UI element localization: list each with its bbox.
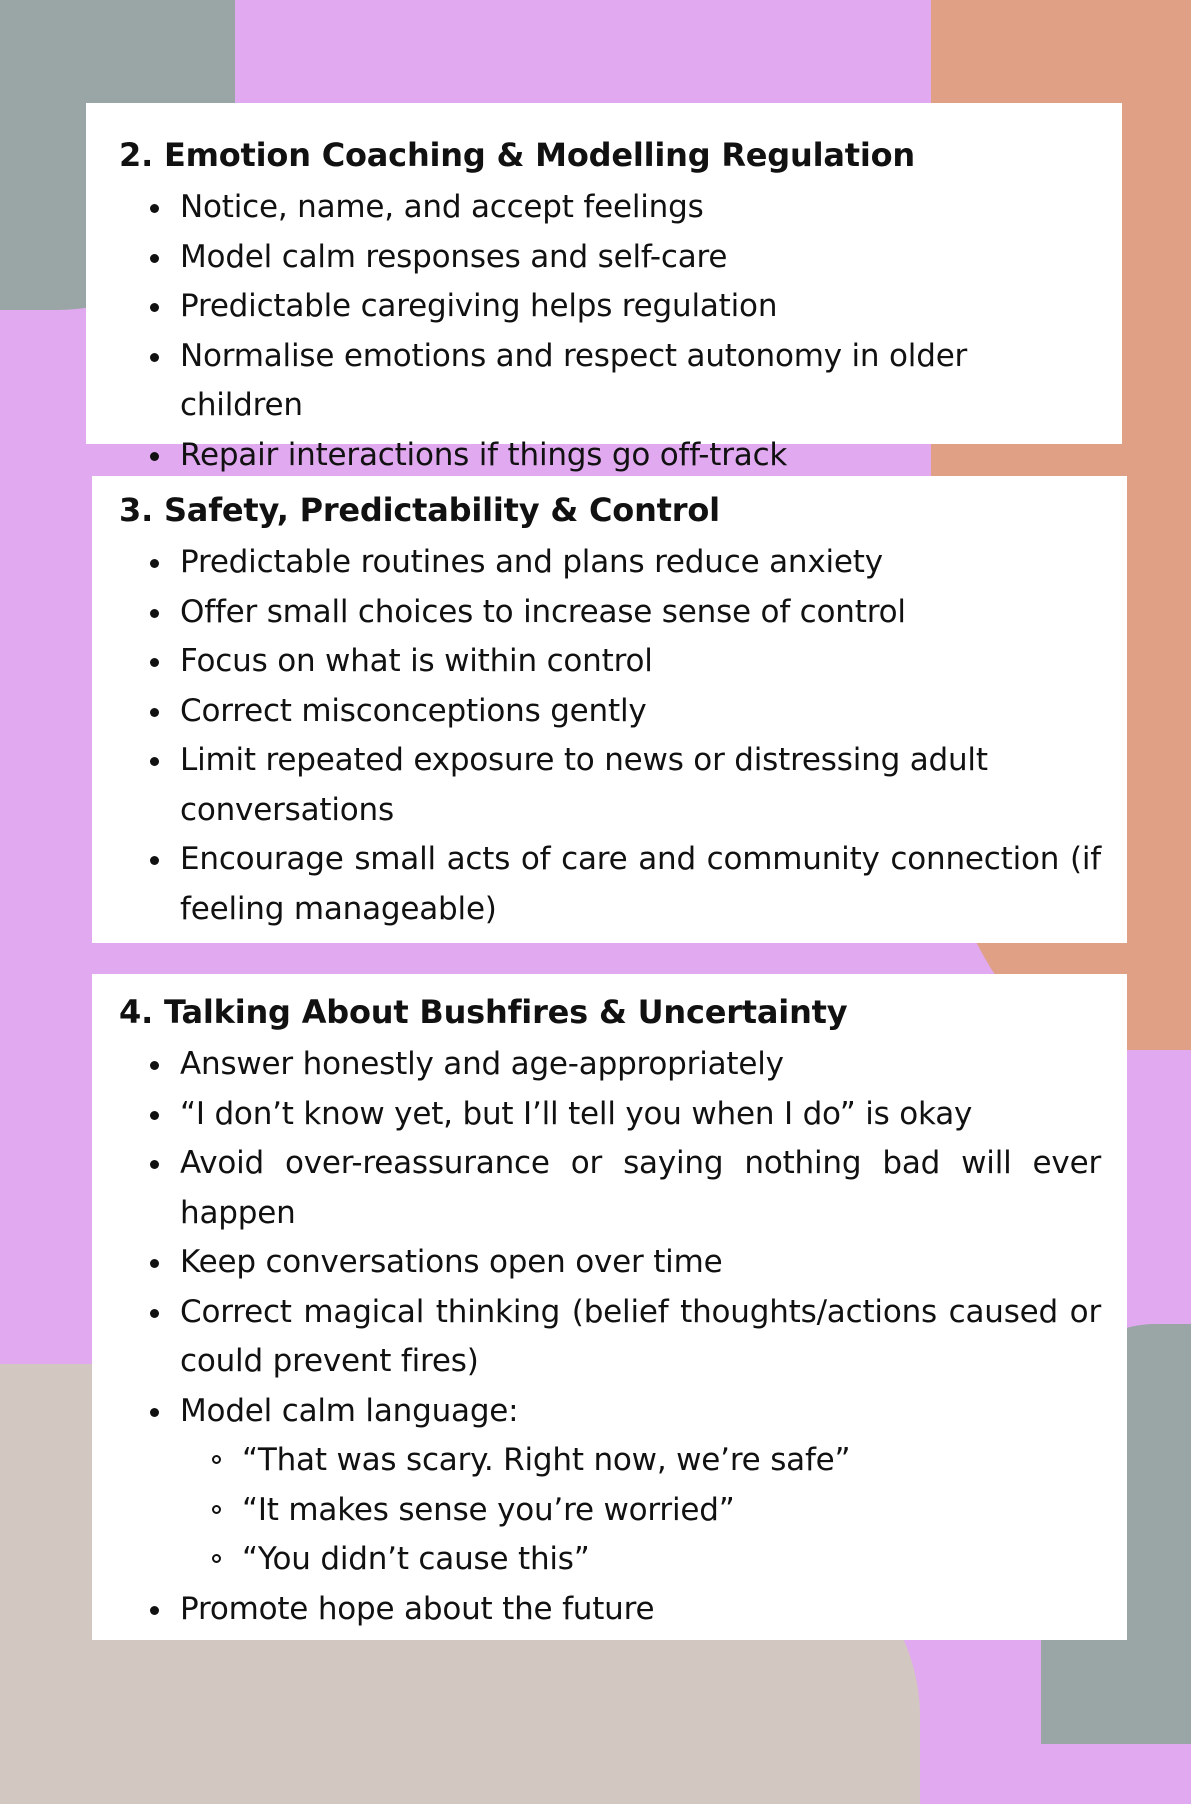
list-item: Promote hope about the future [180,1585,1101,1635]
list-item: Focus on what is within control [180,637,1101,687]
section-title: 4. Talking About Bushfires & Uncertainty [119,993,848,1031]
bullet-list [119,538,1101,934]
section-title: 3. Safety, Predictability & Control [119,491,720,529]
sub-list-item: “It makes sense you’re worried” [242,1486,1101,1536]
sub-list-item: “You didn’t cause this” [242,1535,1101,1585]
list-item: Correct magical thinking (belief thoughts/actions caused or could prevent fires) [180,1288,1101,1387]
section-card-safety-predictability [92,476,1127,943]
list-item: Keep conversations open over time [180,1238,1101,1288]
bullet-list [119,1040,1101,1634]
list-item: Predictable routines and plans reduce anxiety [180,538,1101,588]
list-item-model-calm-language [180,1387,1101,1585]
list-item: Encourage small acts of care and community connection (if feeling manageable) [180,835,1101,934]
list-item: Repair interactions if things go off-track [180,431,1096,481]
sub-bullet-list [180,1436,1101,1585]
list-item: Limit repeated exposure to news or distressing adult conversations [180,736,1101,835]
list-item: “I don’t know yet, but I’ll tell you when I do” is okay [180,1090,1101,1140]
list-item: Answer honestly and age-appropriately [180,1040,1101,1090]
bullet-list [119,183,1096,480]
section-title: 2. Emotion Coaching & Modelling Regulation [119,136,915,174]
list-item-label: Model calm language: [180,1392,519,1429]
section-card-talking-about-bushfires [92,974,1127,1640]
list-item: Offer small choices to increase sense of control [180,588,1101,638]
list-item: Model calm responses and self-care [180,233,1096,283]
list-item: Avoid over-reassurance or saying nothing bad will ever happen [180,1139,1101,1238]
list-item: Correct misconceptions gently [180,687,1101,737]
sub-list-item: “That was scary. Right now, we’re safe” [242,1436,1101,1486]
section-card-emotion-coaching [86,103,1122,473]
list-item: Predictable caregiving helps regulation [180,282,1096,332]
list-item: Notice, name, and accept feelings [180,183,1096,233]
list-item: Normalise emotions and respect autonomy in older children [180,332,1096,431]
